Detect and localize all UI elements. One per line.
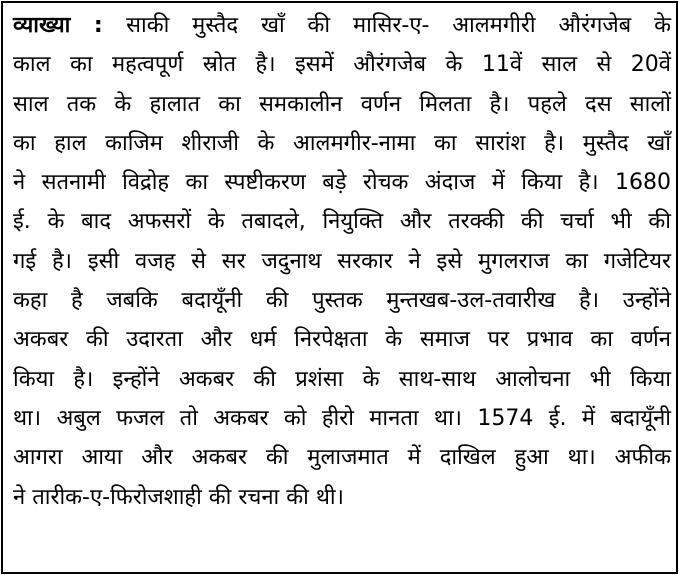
passage-line-6: ई. के बाद अफसरों के तबादले, नियुक्ति और तरक्की की चर्चा भी की <box>13 209 671 235</box>
passage <box>13 6 671 517</box>
passage-line-7: गई है। इसी वजह से सर जदुनाथ सरकार ने इसे मुगलराज का गजेटियर <box>13 248 671 274</box>
passage-line-10: किया है। इन्होंने अकबर की प्रशंसा के साथ-साथ आलोचना भी किया <box>13 366 671 392</box>
passage-line-1 <box>13 6 671 45</box>
passage-line-11: था। अबुल फजल तो अकबर को हीरो मानता था। 1574 ई. में बदायूँनी <box>13 405 671 431</box>
text-box <box>1 1 678 574</box>
passage-line-4: का हाल काजिम शीराजी के आलमगीर-नामा का सारांश है। मुस्तैद खाँ <box>13 130 671 156</box>
term-label: व्याख्या <box>13 13 71 38</box>
passage-line-3: साल तक के हालात का समकालीन वर्णन मिलता है। पहले दस सालों <box>13 91 671 117</box>
passage-line-12: आगरा आया और अकबर की मुलाजमात में दाखिल हुआ था। अफीक <box>13 445 671 471</box>
passage-line-8: कहा है जबकि बदायूँनी की पुस्तक मुन्तखब-उल-तवारीख है। उन्होंने <box>13 288 671 314</box>
passage-line-2: काल का महत्वपूर्ण स्रोत है। इसमें औरंगजेब के 11वें साल से 20वें <box>13 52 671 78</box>
passage-line-13: ने तारीक-ए-फिरोजशाही की रचना की थी। <box>13 484 344 510</box>
passage-line-5: ने सतनामी विद्रोह का स्पष्टीकरण बड़े रोचक अंदाज में किया है। 1680 <box>13 170 671 196</box>
term-colon: : <box>70 13 127 38</box>
line-text: साकी मुस्तैद खाँ की मासिर-ए- आलमगीरी औरंगजेब के <box>126 13 671 38</box>
passage-line-9: अकबर की उदारता और धर्म निरपेक्षता के समाज पर प्रभाव का वर्णन <box>13 327 671 353</box>
